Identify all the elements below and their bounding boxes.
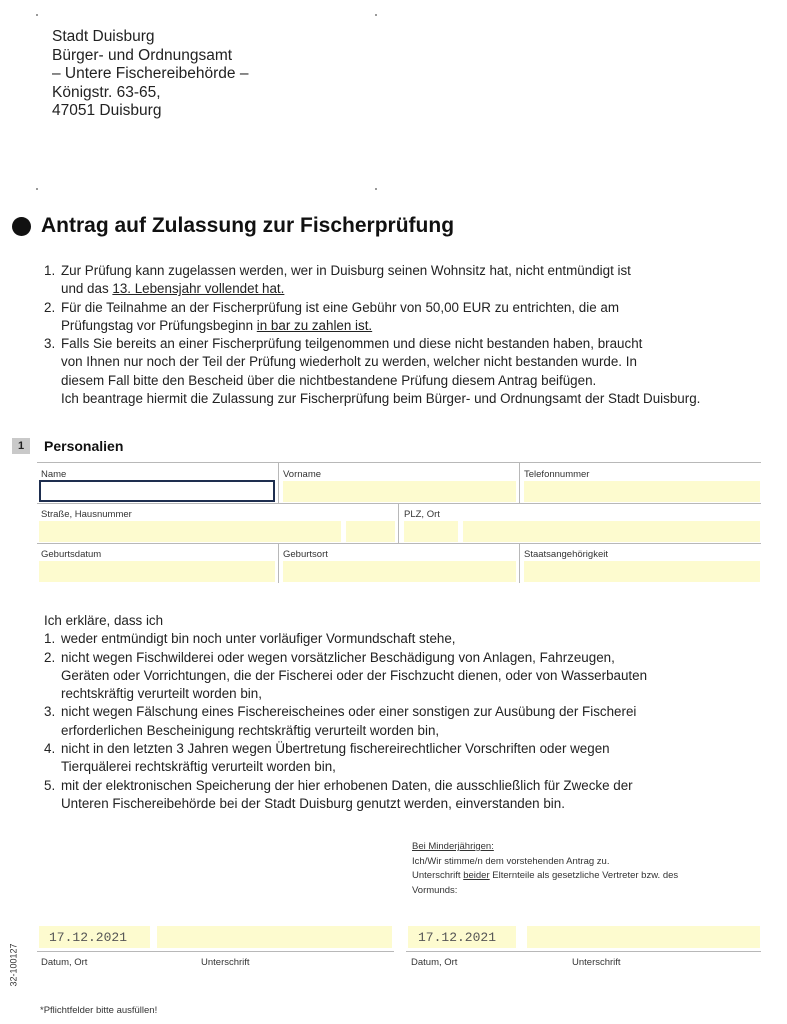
minor-text: Vormunds:: [412, 884, 458, 896]
footnote: *Pflichtfelder bitte ausfüllen!: [40, 1005, 158, 1016]
telefon-label: Telefonnummer: [524, 469, 590, 480]
declaration-intro: Ich erkläre, dass ich: [44, 613, 164, 628]
divider: [37, 951, 394, 952]
geburtsdatum-input[interactable]: [39, 561, 275, 582]
divider: [519, 462, 520, 503]
geburtsort-label: Geburtsort: [283, 549, 328, 560]
list-number: 5.: [44, 777, 56, 793]
divider: [37, 503, 761, 504]
list-item: [44, 740, 764, 777]
note-underlined: in bar zu zahlen ist.: [256, 317, 373, 333]
signature-label: Unterschrift: [201, 957, 250, 968]
date-place-label: Datum, Ort: [411, 957, 458, 968]
page-title: Antrag auf Zulassung zur Fischerprüfung: [41, 214, 455, 237]
date-place-label: Datum, Ort: [41, 957, 88, 968]
list-item: [44, 703, 764, 740]
fold-mark: [375, 188, 377, 190]
application-statement: Ich beantrage hiermit die Zulassung zur Fischerprüfung beim Bürger- und Ordnungsamt der Stadt Duisburg.: [61, 391, 701, 407]
list-item: [44, 630, 764, 648]
address-line: Stadt Duisburg: [52, 28, 155, 45]
list-item: [44, 649, 764, 704]
note-text: und das: [61, 281, 113, 297]
list-item: [44, 777, 764, 814]
list-item: [44, 262, 764, 299]
form-code: 32-100127: [8, 943, 19, 987]
declaration-text: nicht in den letzten 3 Jahren wegen Übertretung fischereirechtlicher Vorschriften oder wegen: [61, 741, 610, 757]
recipient-address: [52, 28, 248, 121]
note-text: Prüfungstag vor Prüfungsbeginn: [61, 317, 257, 333]
staat-input[interactable]: [524, 561, 760, 582]
section-header-personalien: [12, 438, 123, 454]
ort-input[interactable]: [463, 521, 760, 542]
address-line: 47051 Duisburg: [52, 102, 162, 119]
divider: [278, 543, 279, 583]
declaration-text: mit der elektronischen Speicherung der hier erhobenen Daten, die ausschließlich für Zwecke der: [61, 777, 633, 793]
note-text: von Ihnen nur noch der Teil der Prüfung wiederholt zu werden, welcher nicht bestanden wurde. In: [61, 354, 637, 370]
name-input[interactable]: [39, 480, 275, 502]
telefon-input[interactable]: [524, 481, 760, 502]
divider: [37, 543, 761, 544]
list-item: [44, 335, 764, 390]
signature-input-guardian[interactable]: [527, 926, 760, 948]
declaration-text: nicht wegen Fälschung eines Fischereischeines oder einer sonstigen zur Ausübung der Fischerei: [61, 704, 637, 720]
intro-notes: [44, 262, 764, 408]
list-number: 1.: [44, 631, 56, 647]
declaration-text: erforderlichen Bescheinigung rechtskräftig verurteilt worden bin,: [61, 722, 440, 738]
signature-label: Unterschrift: [572, 957, 621, 968]
minor-text: Elternteile als gesetzliche Vertreter bzw. des: [489, 870, 679, 881]
declaration-text: Unteren Fischereibehörde bei der Stadt Duisburg genutzt werden, einverstanden bin.: [61, 795, 565, 811]
strasse-label: Straße, Hausnummer: [41, 509, 132, 520]
divider: [406, 951, 761, 952]
geburtsort-input[interactable]: [283, 561, 516, 582]
declaration-text: nicht wegen Fischwilderei oder wegen vorsätzlicher Beschädigung von Anlagen, Fahrzeugen,: [61, 649, 615, 665]
fold-mark: [36, 14, 38, 16]
staat-label: Staatsangehörigkeit: [524, 549, 608, 560]
list-item: [44, 299, 764, 336]
minor-underlined: beider: [463, 870, 490, 881]
plz-ort-label: PLZ, Ort: [404, 509, 440, 520]
declaration: [44, 612, 764, 813]
divider: [37, 462, 761, 463]
address-line: Königstr. 63-65,: [52, 83, 161, 101]
fold-mark: [36, 188, 38, 190]
list-number: 2.: [44, 649, 56, 665]
geburtsdatum-label: Geburtsdatum: [41, 549, 102, 560]
note-underlined: 13. Lebensjahr vollendet hat.: [112, 281, 285, 297]
list-number: 3.: [44, 336, 56, 352]
section-title: Personalien: [44, 438, 124, 454]
list-number: 2.: [44, 299, 56, 315]
form-title-row: [12, 214, 454, 238]
note-text: Für die Teilnahme an der Fischerprüfung ist eine Gebühr von 50,00 EUR zu entrichten, die am: [61, 299, 619, 315]
address-line: Bürger- und Ordnungsamt: [52, 46, 233, 64]
note-text: Falls Sie bereits an einer Fischerprüfung teilgenommen und diese nicht bestanden haben, braucht: [61, 336, 643, 352]
declaration-text: Tierquälerei rechtskräftig verurteilt worden bin,: [61, 759, 336, 775]
strasse-input[interactable]: [39, 521, 341, 542]
date-place-input-guardian[interactable]: [408, 926, 516, 948]
fold-mark: [375, 14, 377, 16]
note-text: Zur Prüfung kann zugelassen werden, wer in Duisburg seinen Wohnsitz hat, nicht entmündigt ist: [61, 263, 631, 278]
date-place-input-applicant[interactable]: [39, 926, 150, 948]
section-number: 1: [12, 438, 30, 454]
hausnummer-input[interactable]: [346, 521, 395, 542]
vorname-label: Vorname: [283, 469, 322, 480]
divider: [519, 543, 520, 583]
minor-heading: Bei Minderjährigen:: [412, 841, 494, 852]
declaration-text: Geräten oder Vorrichtungen, die der Fischerei oder der Fischzucht dienen, oder von Wasserbauten: [61, 667, 648, 683]
name-label: Name: [41, 469, 67, 480]
divider: [398, 503, 399, 543]
divider: [278, 462, 279, 503]
minor-text: Ich/Wir stimme/n dem vorstehenden Antrag zu.: [412, 855, 610, 867]
declaration-text: weder entmündigt bin noch unter vorläufiger Vormundschaft stehe,: [61, 631, 456, 647]
bullet-icon: [12, 217, 31, 236]
address-line: – Untere Fischereibehörde –: [52, 65, 249, 82]
plz-input[interactable]: [404, 521, 458, 542]
declaration-text: rechtskräftig verurteilt worden bin,: [61, 686, 262, 702]
list-number: 3.: [44, 704, 56, 720]
list-number: 1.: [44, 263, 56, 278]
vorname-input[interactable]: [283, 481, 516, 502]
list-number: 4.: [44, 741, 56, 757]
minor-consent: [412, 840, 678, 898]
signature-input-applicant[interactable]: [157, 926, 392, 948]
minor-text: Unterschrift: [412, 870, 464, 881]
note-text: diesem Fall bitte den Bescheid über die nichtbestandene Prüfung diesem Antrag beifügen.: [61, 372, 597, 388]
